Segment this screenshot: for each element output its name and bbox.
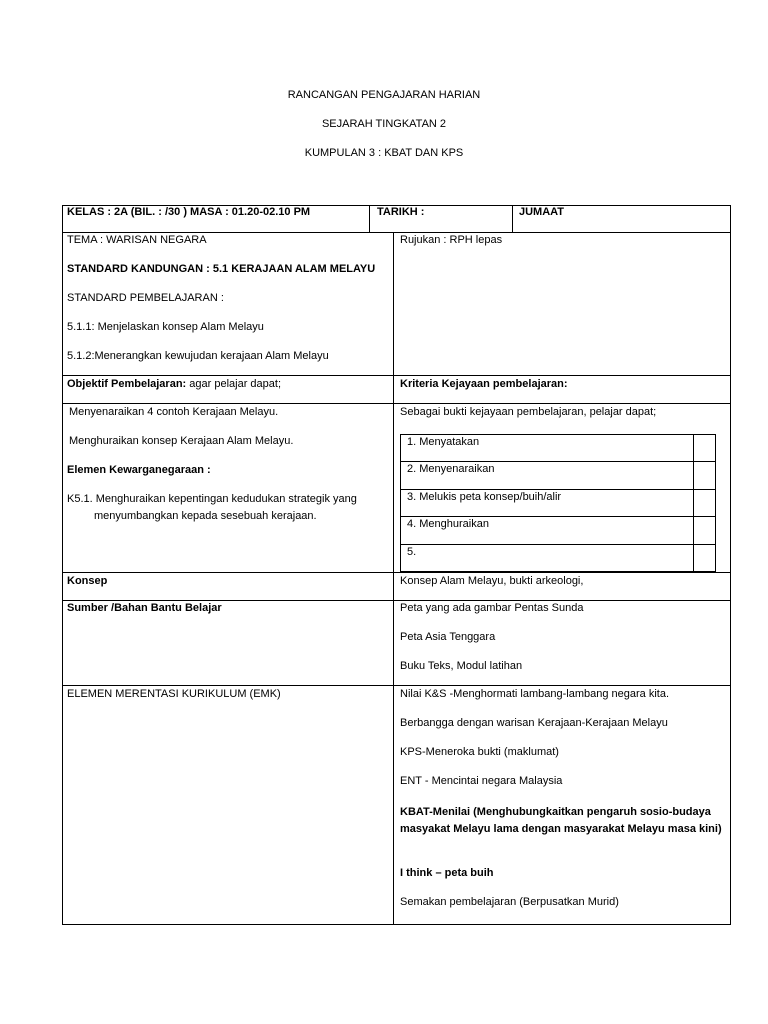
objektif-rest: agar pelajar dapat; <box>186 378 282 390</box>
checklist-item-5: 5. <box>407 546 417 558</box>
hari-value: JUMAAT <box>519 206 565 218</box>
standard-pembelajaran-label: STANDARD PEMBELAJARAN : <box>67 292 224 304</box>
header-title: RANCANGAN PENGAJARAN HARIAN <box>287 89 481 101</box>
tarikh-label: TARIKH : <box>377 206 425 218</box>
emk-ent: ENT - Mencintai negara Malaysia <box>400 775 563 787</box>
sp-item-1: 5.1.1: Menjelaskan konsep Alam Melayu <box>67 321 264 333</box>
kelas-field: KELAS : 2A (BIL. : /30 ) MASA : 01.20-02.10 PM <box>67 206 311 218</box>
emk-kbat: KBAT-Menilai (Menghubungkaitkan pengaruh sosio-budaya masyakat Melayu lama dengan masyarakat Melayu masa kini) <box>400 806 722 835</box>
objektif-label: Objektif Pembelajaran: <box>67 378 187 390</box>
emk-berbangga: Berbangga dengan warisan Kerajaan-Kerajaan Melayu <box>400 717 668 729</box>
emk-nilai: Nilai K&S -Menghormati lambang-lambang negara kita. <box>400 688 670 700</box>
sumber-item-2: Peta Asia Tenggara <box>400 631 496 643</box>
k51-line-1: K5.1. Menghuraikan kepentingan kedudukan strategik yang <box>67 493 357 505</box>
sumber-item-3: Buku Teks, Modul latihan <box>400 660 523 672</box>
emk-kps: KPS-Meneroka bukti (maklumat) <box>400 746 559 758</box>
objektif-heading <box>67 378 281 391</box>
kriteria-heading: Kriteria Kejayaan pembelajaran: <box>400 378 568 390</box>
konsep-value: Konsep Alam Melayu, bukti arkeologi, <box>400 575 584 587</box>
elemen-kewarganegaraan-label: Elemen Kewarganegaraan : <box>67 464 211 476</box>
sumber-item-1: Peta yang ada gambar Pentas Sunda <box>400 602 584 614</box>
checklist-item-1: 1. Menyatakan <box>407 436 480 448</box>
konsep-label: Konsep <box>67 575 108 587</box>
kriteria-intro: Sebagai bukti kejayaan pembelajaran, pelajar dapat; <box>400 406 657 418</box>
objektif-item-2: Menghuraikan konsep Kerajaan Alam Melayu. <box>69 435 294 447</box>
tema-text: TEMA : WARISAN NEGARA <box>67 234 207 246</box>
k51-line-2: menyumbangkan kepada sesebuah kerajaan. <box>94 510 317 522</box>
checklist-item-2: 2. Menyenaraikan <box>407 463 495 475</box>
header-group: KUMPULAN 3 : KBAT DAN KPS <box>304 147 464 159</box>
checklist-item-3: 3. Melukis peta konsep/buih/alir <box>407 491 562 503</box>
header-subject: SEJARAH TINGKATAN 2 <box>321 118 447 130</box>
objektif-item-1: Menyenaraikan 4 contoh Kerajaan Melayu. <box>69 406 279 418</box>
emk-semakan: Semakan pembelajaran (Berpusatkan Murid) <box>400 896 619 908</box>
rujukan-text: Rujukan : RPH lepas <box>400 234 503 246</box>
emk-ithink: I think – peta buih <box>400 867 494 879</box>
sumber-label: Sumber /Bahan Bantu Belajar <box>67 602 222 614</box>
checklist-item-4: 4. Menghuraikan <box>407 518 489 530</box>
sp-item-2: 5.1.2:Menerangkan kewujudan kerajaan Alam Melayu <box>67 350 329 362</box>
emk-label: ELEMEN MERENTASI KURIKULUM (EMK) <box>67 688 281 700</box>
standard-kandungan: STANDARD KANDUNGAN : 5.1 KERAJAAN ALAM MELAYU <box>67 263 376 275</box>
